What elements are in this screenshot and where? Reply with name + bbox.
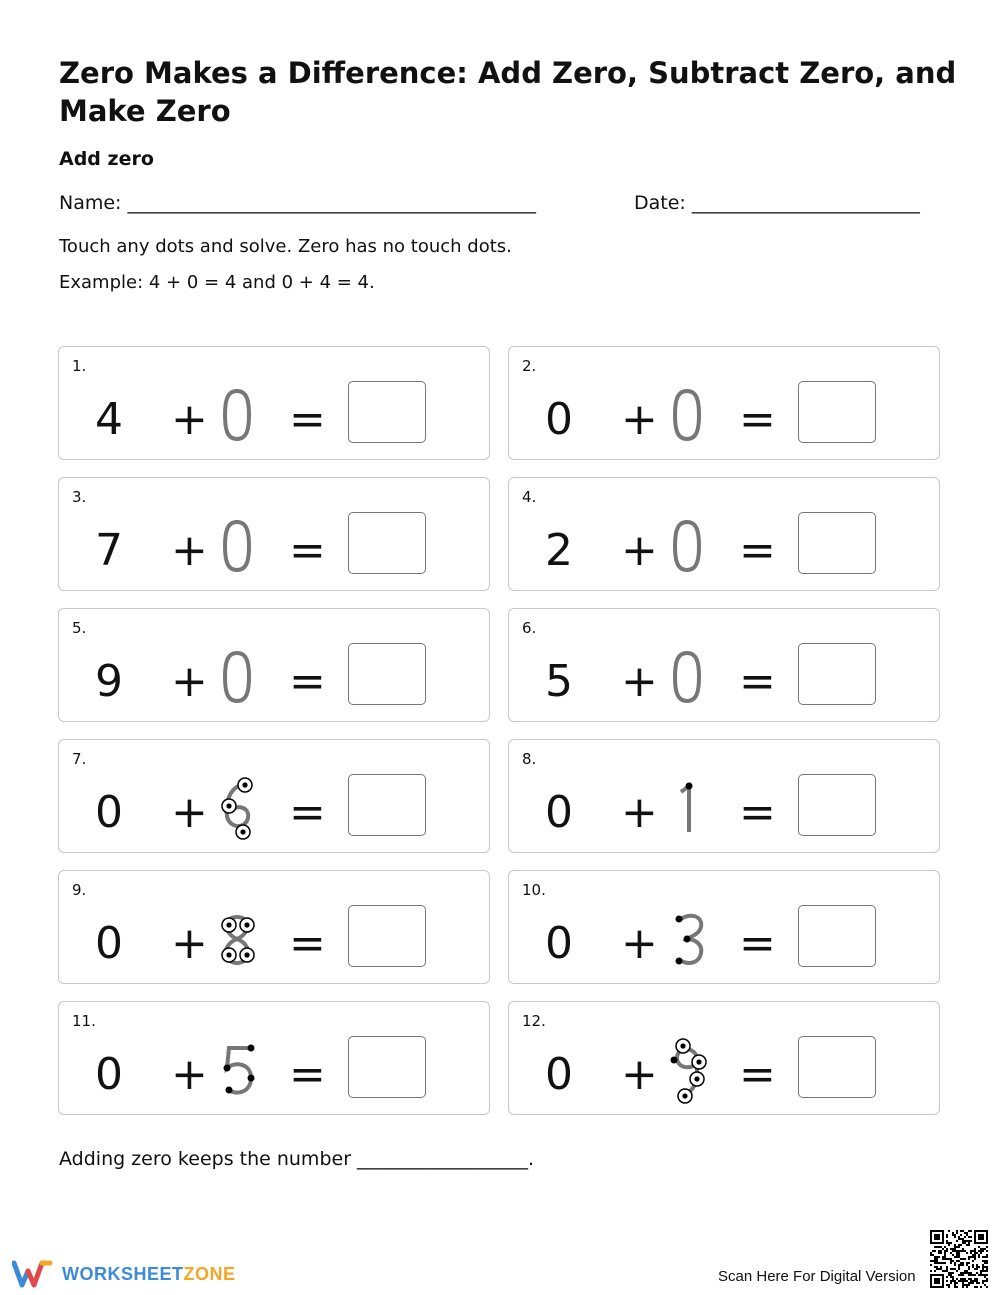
problem-number: 11. <box>72 1012 96 1030</box>
plus-sign: + <box>171 918 208 969</box>
first-addend: 0 <box>95 1049 123 1100</box>
equals-sign: = <box>289 1049 326 1100</box>
problem-number: 7. <box>72 750 87 768</box>
first-addend: 7 <box>95 525 123 576</box>
equals-sign: = <box>739 525 776 576</box>
answer-box[interactable] <box>348 905 426 967</box>
problem-card <box>508 1001 940 1115</box>
plus-sign: + <box>171 525 208 576</box>
worksheetzone-logo-icon <box>12 1259 54 1289</box>
answer-box[interactable] <box>798 512 876 574</box>
touch-numeral-3 <box>667 903 709 975</box>
touch-numeral-0 <box>667 379 709 451</box>
problem-card <box>508 870 940 984</box>
plus-sign: + <box>171 394 208 445</box>
problem-card <box>58 608 490 722</box>
answer-box[interactable] <box>348 774 426 836</box>
problem-card <box>508 739 940 853</box>
name-field[interactable]: Name: ___________________________________________ <box>59 192 536 214</box>
equals-sign: = <box>739 394 776 445</box>
date-field[interactable]: Date: ________________________ <box>634 192 920 214</box>
page-title: Zero Makes a Difference: Add Zero, Subtract Zero, and Make Zero <box>59 56 957 128</box>
answer-box[interactable] <box>798 905 876 967</box>
touch-numeral-8 <box>217 903 259 975</box>
first-addend: 5 <box>545 656 573 707</box>
brand-name <box>62 1264 236 1285</box>
plus-sign: + <box>621 1049 658 1100</box>
problem-number: 5. <box>72 619 87 637</box>
touch-numeral-9 <box>667 1034 709 1106</box>
first-addend: 0 <box>95 918 123 969</box>
problem-card <box>58 477 490 591</box>
first-addend: 0 <box>545 918 573 969</box>
first-addend: 2 <box>545 525 573 576</box>
touch-numeral-1 <box>667 772 709 844</box>
equals-sign: = <box>739 787 776 838</box>
answer-box[interactable] <box>348 512 426 574</box>
problem-number: 1. <box>72 357 87 375</box>
first-addend: 0 <box>545 394 573 445</box>
touch-numeral-5 <box>217 1034 259 1106</box>
equals-sign: = <box>289 918 326 969</box>
touch-numeral-0 <box>217 510 259 582</box>
answer-box[interactable] <box>798 643 876 705</box>
closing-sentence: Adding zero keeps the number __________________. <box>59 1148 535 1170</box>
problem-card <box>58 1001 490 1115</box>
equals-sign: = <box>739 918 776 969</box>
problem-number: 3. <box>72 488 87 506</box>
answer-box[interactable] <box>798 381 876 443</box>
plus-sign: + <box>621 656 658 707</box>
plus-sign: + <box>621 918 658 969</box>
problem-card <box>58 346 490 460</box>
problem-card <box>58 739 490 853</box>
answer-box[interactable] <box>798 1036 876 1098</box>
plus-sign: + <box>171 1049 208 1100</box>
equals-sign: = <box>289 394 326 445</box>
qr-code-icon[interactable] <box>930 1230 988 1288</box>
answer-box[interactable] <box>348 381 426 443</box>
equals-sign: = <box>289 656 326 707</box>
touch-numeral-0 <box>217 641 259 713</box>
problem-number: 8. <box>522 750 537 768</box>
touch-numeral-0 <box>667 641 709 713</box>
first-addend: 4 <box>95 394 123 445</box>
problem-card <box>508 608 940 722</box>
section-title: Add zero <box>59 148 154 170</box>
plus-sign: + <box>171 656 208 707</box>
brand-name-part1: WORKSHEET <box>62 1263 184 1284</box>
first-addend: 0 <box>545 1049 573 1100</box>
brand-name-part2: ZONE <box>183 1263 236 1284</box>
plus-sign: + <box>171 787 208 838</box>
answer-box[interactable] <box>798 774 876 836</box>
problem-card <box>508 346 940 460</box>
worksheetzone-logo <box>12 1258 236 1290</box>
equals-sign: = <box>289 787 326 838</box>
problem-number: 2. <box>522 357 537 375</box>
example-text: Example: 4 + 0 = 4 and 0 + 4 = 4. <box>59 272 375 293</box>
plus-sign: + <box>621 525 658 576</box>
problem-number: 4. <box>522 488 537 506</box>
answer-box[interactable] <box>348 643 426 705</box>
equals-sign: = <box>739 656 776 707</box>
first-addend: 0 <box>95 787 123 838</box>
plus-sign: + <box>621 787 658 838</box>
problem-card <box>508 477 940 591</box>
equals-sign: = <box>289 525 326 576</box>
instruction-text: Touch any dots and solve. Zero has no touch dots. <box>59 236 512 257</box>
plus-sign: + <box>621 394 658 445</box>
touch-numeral-0 <box>667 510 709 582</box>
problem-number: 6. <box>522 619 537 637</box>
problem-number: 9. <box>72 881 87 899</box>
problem-number: 12. <box>522 1012 546 1030</box>
first-addend: 0 <box>545 787 573 838</box>
answer-box[interactable] <box>348 1036 426 1098</box>
touch-numeral-0 <box>217 379 259 451</box>
touch-numeral-6 <box>217 772 259 844</box>
problem-card <box>58 870 490 984</box>
first-addend: 9 <box>95 656 123 707</box>
equals-sign: = <box>739 1049 776 1100</box>
scan-text: Scan Here For Digital Version <box>718 1268 916 1285</box>
problem-number: 10. <box>522 881 546 899</box>
